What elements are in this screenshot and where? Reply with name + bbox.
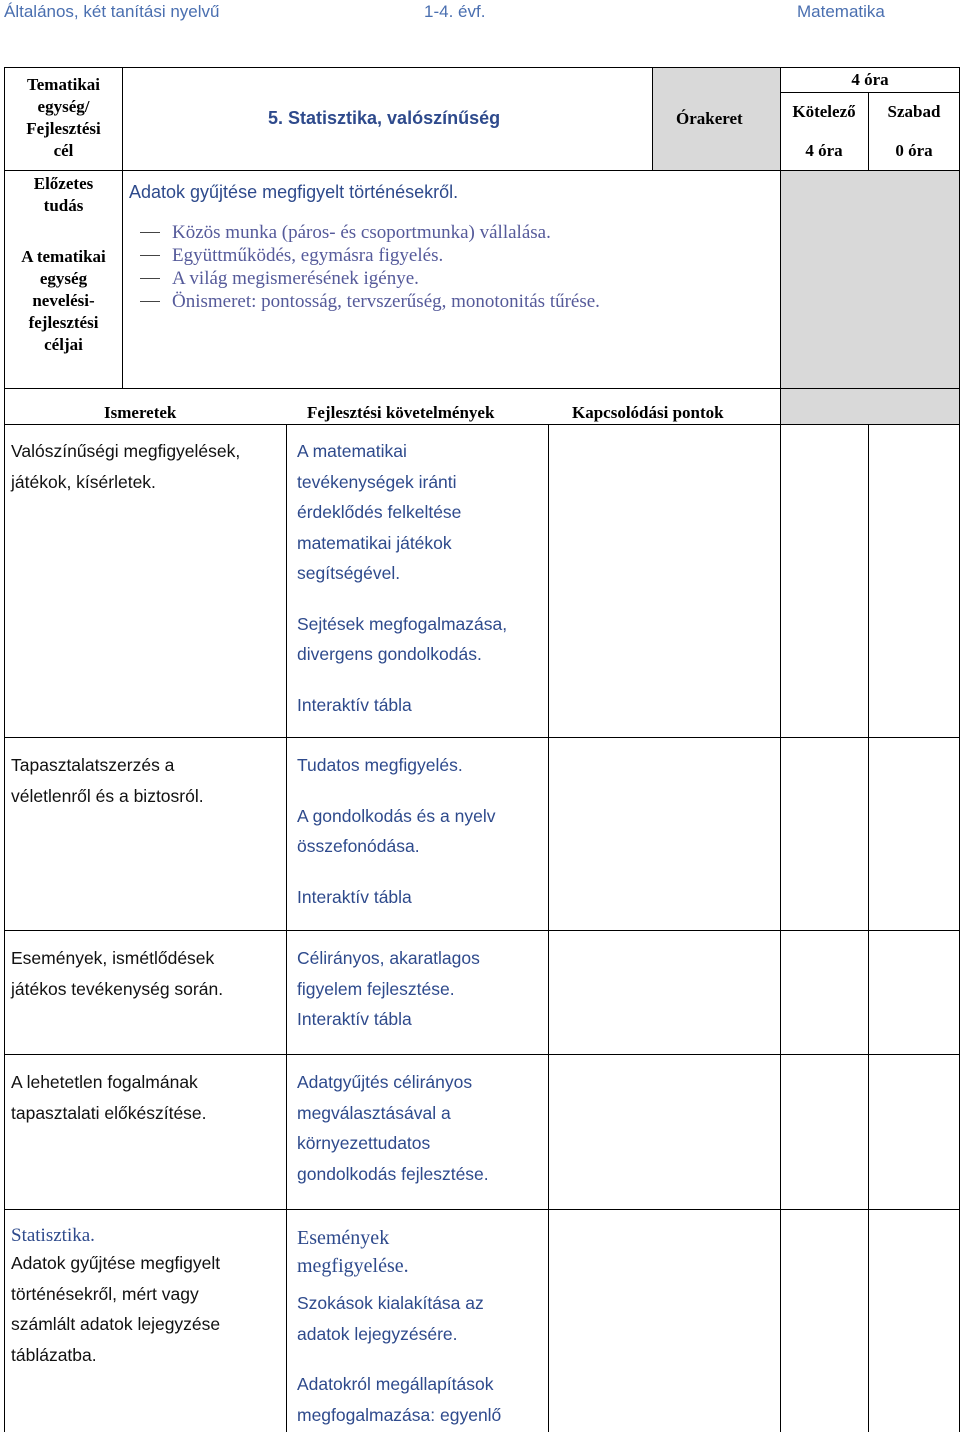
goal-item: A világ megismerésének igénye. bbox=[140, 267, 600, 290]
row-3-knowledge: Események, ismétlődések játékos tevékenység során. bbox=[11, 948, 224, 999]
goals-label: A tematikai egység nevelési- fejlesztési céljai bbox=[21, 247, 106, 354]
row-2-knowledge: Tapasztalatszerzés a véletlenről és a biztosról. bbox=[11, 755, 204, 806]
header-grade: 1-4. évf. bbox=[424, 2, 486, 21]
hours-total: 4 óra bbox=[851, 70, 889, 89]
topic-title: 5. Statisztika, valószínűség bbox=[268, 108, 501, 128]
row-5-knowledge-title: Statisztika. bbox=[11, 1225, 95, 1246]
row-1-requirements: A matematikai tevékenységek iránti érdeklődés felkeltése matematikai játékok segítségével. Sejtések megfogalmazása, divergens gondolkodás. Interaktív tábla bbox=[297, 441, 508, 715]
col-header-connections: Kapcsolódási pontok bbox=[572, 403, 724, 422]
free-label: Szabad bbox=[887, 102, 941, 121]
header-school-type: Általános, két tanítási nyelvű bbox=[4, 2, 220, 21]
row-3-requirements: Célirányos, akaratlagos figyelem fejlesztése. Interaktív tábla bbox=[297, 948, 480, 1029]
row-1-knowledge: Valószínűségi megfigyelések, játékok, kísérletek. bbox=[11, 441, 241, 492]
dash-bullet-icon bbox=[140, 232, 160, 233]
prior-knowledge-text: Adatok gyűjtése megfigyelt történésekről. bbox=[129, 182, 459, 202]
free-value: 0 óra bbox=[895, 141, 933, 160]
goal-item: Közös munka (páros- és csoportmunka) vállalása. bbox=[140, 221, 600, 244]
col-header-requirements: Fejlesztési követelmények bbox=[307, 403, 495, 422]
dash-bullet-icon bbox=[140, 278, 160, 279]
row-5-knowledge: Adatok gyűjtése megfigyelt történésekről, mért vagy számlált adatok lejegyzése táblázatba. bbox=[11, 1253, 221, 1365]
topic-label: Tematikai egység/ Fejlesztési cél bbox=[26, 75, 101, 160]
row-5-requirements-title: Események megfigyelése. bbox=[297, 1227, 409, 1277]
col-header-knowledge: Ismeretek bbox=[104, 403, 177, 422]
page-header bbox=[0, 0, 960, 26]
prior-knowledge-label: Előzetes tudás bbox=[33, 174, 94, 215]
dash-bullet-icon bbox=[140, 301, 160, 302]
mandatory-value: 4 óra bbox=[805, 141, 843, 160]
gray-filler-cell bbox=[781, 170, 960, 388]
row-4-knowledge: A lehetetlen fogalmának tapasztalati előkészítése. bbox=[11, 1072, 207, 1123]
dash-bullet-icon bbox=[140, 255, 160, 256]
row-4-requirements: Adatgyűjtés célirányos megválasztásával a környezettudatos gondolkodás fejlesztése. bbox=[297, 1072, 489, 1184]
hours-label: Órakeret bbox=[676, 109, 743, 128]
row-2-requirements: Tudatos megfigyelés. A gondolkodás és a nyelv összefonódása. Interaktív tábla bbox=[297, 755, 496, 907]
goals-list bbox=[140, 221, 600, 313]
row-5-requirements: Szokások kialakítása az adatok lejegyzésére. Adatokról megállapítások megfogalmazása: egyenlő bbox=[297, 1293, 502, 1425]
header-subject: Matematika bbox=[797, 2, 885, 21]
mandatory-label: Kötelező bbox=[792, 102, 856, 121]
goal-item: Együttműködés, egymásra figyelés. bbox=[140, 244, 600, 267]
goal-item: Önismeret: pontosság, tervszerűség, monotonitás tűrése. bbox=[140, 290, 600, 313]
gray-header-filler bbox=[781, 388, 960, 424]
